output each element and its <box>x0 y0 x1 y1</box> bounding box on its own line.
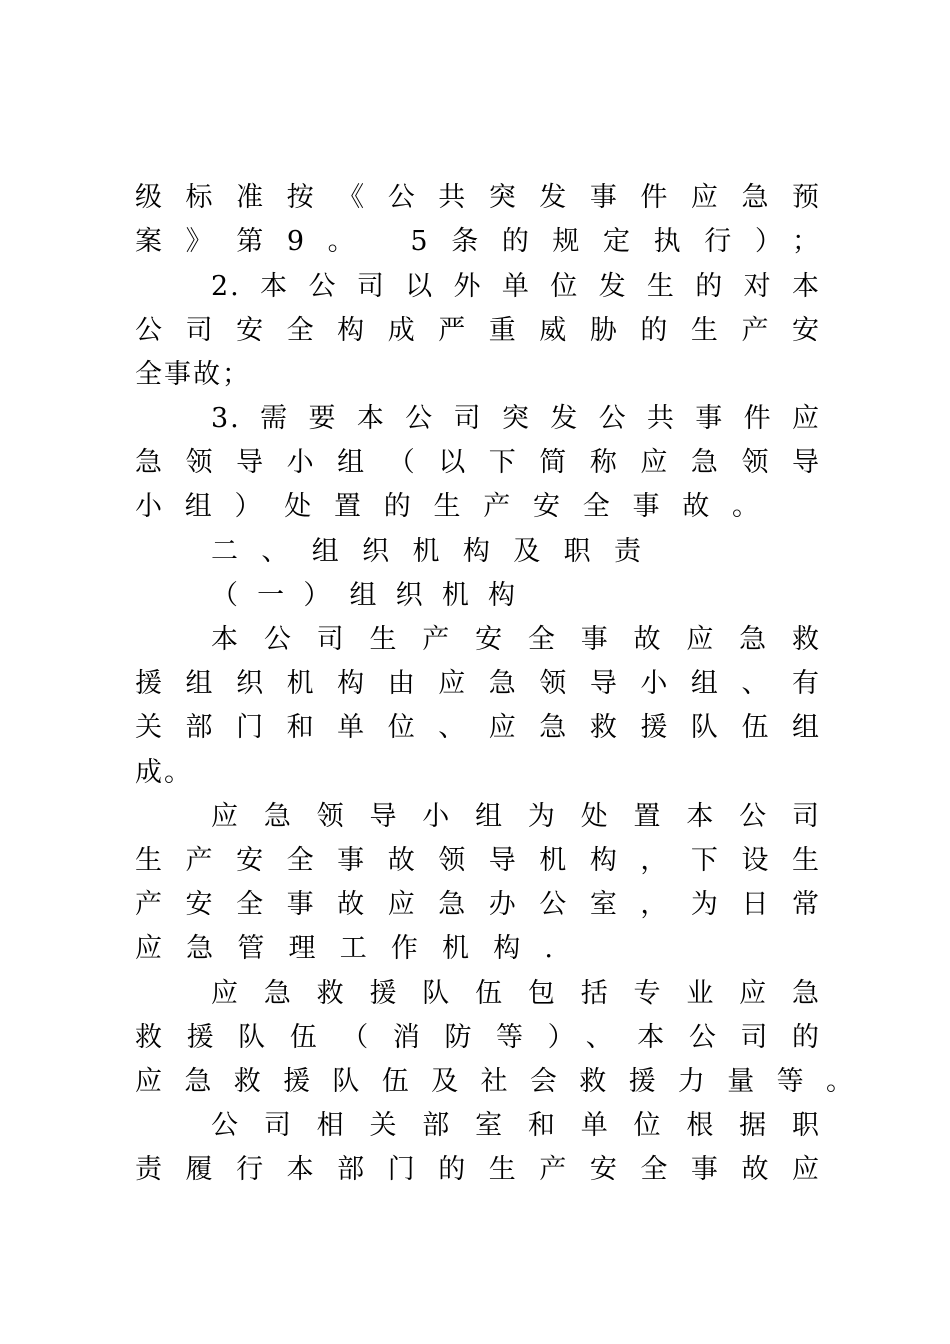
list-item-2: 2.本公司以外单位发生的对本 <box>211 271 821 302</box>
text-line: 应急救援队伍及社会救援力量等。 <box>135 1066 855 1097</box>
text-line: 急领导小组（以下简称应急领导 <box>135 447 821 478</box>
text-line: 关部门和单位、应急救援队伍组 <box>135 712 821 743</box>
section-heading: 二、组织机构及职责 <box>211 536 643 567</box>
paragraph-start: 本公司生产安全事故应急救 <box>211 624 821 655</box>
text-line: 产安全事故应急办公室，为日常 <box>135 889 821 920</box>
subsection-heading: （一）组织机构 <box>211 580 517 611</box>
text-line: 成。 <box>135 757 193 788</box>
text-line: 责履行本部门的生产安全事故应 <box>135 1154 821 1185</box>
text-line: 公司安全构成严重威胁的生产安 <box>135 315 821 346</box>
paragraph-start: 应急救援队伍包括专业应急 <box>211 978 821 1009</box>
text-line: 案》第9。 5条的规定执行）； <box>135 226 821 257</box>
paragraph-start: 公司相关部室和单位根据职 <box>211 1110 821 1141</box>
text-line: 小组）处置的生产安全事故。 <box>135 491 761 522</box>
text-line: 援组织机构由应急领导小组、有 <box>135 668 821 699</box>
paragraph-start: 应急领导小组为处置本公司 <box>211 801 821 832</box>
text-line: 救援队伍（消防等）、本公司的 <box>135 1022 821 1053</box>
list-item-3: 3.需要本公司突发公共事件应 <box>211 403 821 434</box>
text-line: 生产安全事故领导机构，下设生 <box>135 845 821 876</box>
text-line: 应急管理工作机构. <box>135 933 555 964</box>
text-line: 级标准按《公共突发事件应急预 <box>135 182 821 213</box>
text-line: 全事故； <box>135 359 251 390</box>
